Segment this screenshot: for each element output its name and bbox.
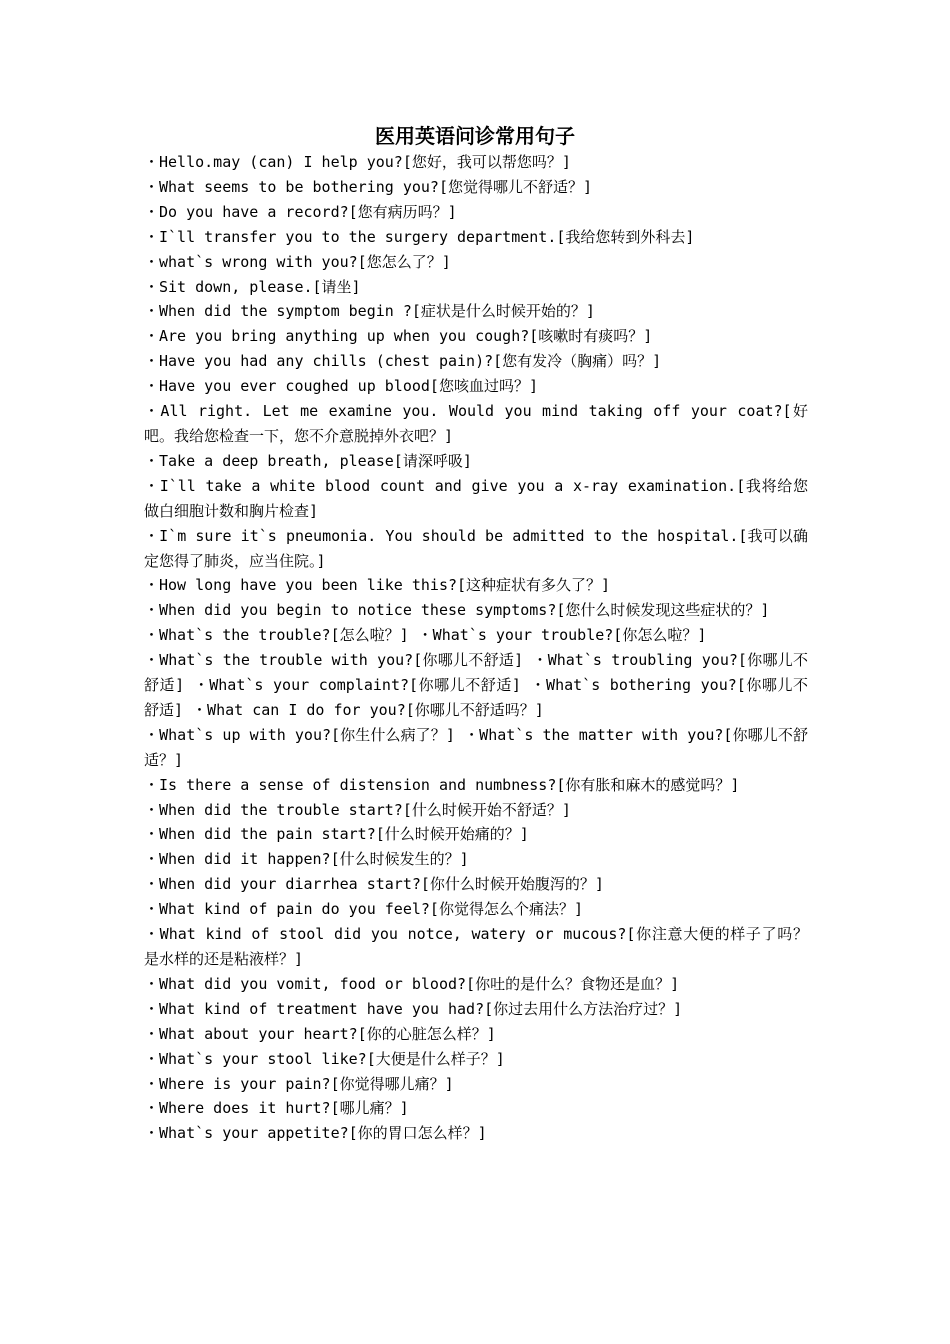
sentence-line: ・When did it happen?[什么时候发生的？] xyxy=(144,850,469,869)
sentence-line: ・All right. Let me examine you. Would you mind taking off your coat?[好吧。我给您检查一下，您不介意脱掉外衣吧？] xyxy=(144,402,808,445)
sentence-line: ・What kind of treatment have you had?[你过去用什么方法治疗过？] xyxy=(144,999,683,1018)
sentence-line: ・what`s wrong with you?[您怎么了？] xyxy=(144,252,451,271)
sentence-line: ・Where does it hurt?[哪儿痛？] xyxy=(144,1099,409,1118)
sentence-line: ・When did you begin to notice these symptoms?[您什么时候发现这些症状的？] xyxy=(144,601,770,620)
sentence-line: ・Hello.may (can) I help you?[您好，我可以帮您吗？] xyxy=(144,153,571,171)
sentence-line: ・I`ll transfer you to the surgery department.[我给您转到外科去] xyxy=(144,227,695,246)
page-title: 医用英语问诊常用句子 xyxy=(375,124,575,148)
sentence-line: ・What kind of stool did you notce, watery or mucous?[你注意大便的样子了吗？是水样的还是粘液样？] xyxy=(144,925,808,968)
sentence-line: ・Are you bring anything up when you cough?[咳嗽时有痰吗？] xyxy=(144,327,653,346)
sentence-line: ・Have you had any chills (chest pain)?[您有发冷（胸痛）吗？] xyxy=(144,352,662,371)
sentence-list xyxy=(144,150,808,1146)
sentence-line: ・What seems to be bothering you?[您觉得哪儿不舒适？] xyxy=(144,177,593,196)
sentence-line: ・What kind of pain do you feel?[你觉得怎么个痛法？] xyxy=(144,900,583,919)
sentence-line: ・Have you ever coughed up blood[您咳血过吗？] xyxy=(144,377,538,396)
sentence-line: ・I`ll take a white blood count and give you a x-ray examination.[我将给您做白细胞计数和胸片检查] xyxy=(144,476,808,520)
sentence-line: ・What`s your appetite?[你的胃口怎么样？] xyxy=(144,1124,487,1143)
sentence-line: ・Take a deep breath, please[请深呼吸] xyxy=(144,451,472,470)
sentence-line: ・What`s up with you?[你生什么病了？] ・What`s the matter with you?[你哪儿不舒适？] xyxy=(144,725,808,769)
sentence-line: ・What`s your stool like?[大便是什么样子？] xyxy=(144,1049,505,1068)
sentence-line: ・When did the symptom begin ?[症状是什么时候开始的？] xyxy=(144,302,595,321)
sentence-line: ・What`s the trouble?[怎么啦？] ・What`s your trouble?[你怎么啦？] xyxy=(144,626,707,645)
sentence-line: ・Where is your pain?[你觉得哪儿痛？] xyxy=(144,1074,454,1093)
sentence-line: ・What did you vomit, food or blood?[你吐的是什么？食物还是血？] xyxy=(144,974,680,993)
sentence-line: ・I`m sure it`s pneumonia. You should be admitted to the hospital.[我可以确定您得了肺炎，应当住院。] xyxy=(144,526,808,570)
sentence-line: ・Do you have a record?[您有病历吗？] xyxy=(144,202,457,221)
sentence-line: ・How long have you been like this?[这种症状有多久了？] xyxy=(144,576,611,595)
sentence-line: ・When did your diarrhea start?[你什么时候开始腹泻的？] xyxy=(144,875,604,894)
sentence-line: ・What about your heart?[你的心脏怎么样？] xyxy=(144,1024,496,1043)
sentence-line: ・When did the trouble start?[什么时候开始不舒适？] xyxy=(144,800,571,819)
sentence-line: ・Sit down, please.[请坐] xyxy=(144,277,361,296)
sentence-line: ・Is there a sense of distension and numbness?[你有胀和麻木的感觉吗？] xyxy=(144,775,740,794)
sentence-line: ・When did the pain start?[什么时候开始痛的？] xyxy=(144,825,529,844)
sentence-line: ・What`s the trouble with you?[你哪儿不舒适] ・What`s troubling you?[你哪儿不舒适] ・What`s your complaint?[你哪儿不舒适] ・What`s bothering you?[你哪儿不舒适] ・What can I do for you?[你哪儿不舒适吗？] xyxy=(144,651,808,719)
